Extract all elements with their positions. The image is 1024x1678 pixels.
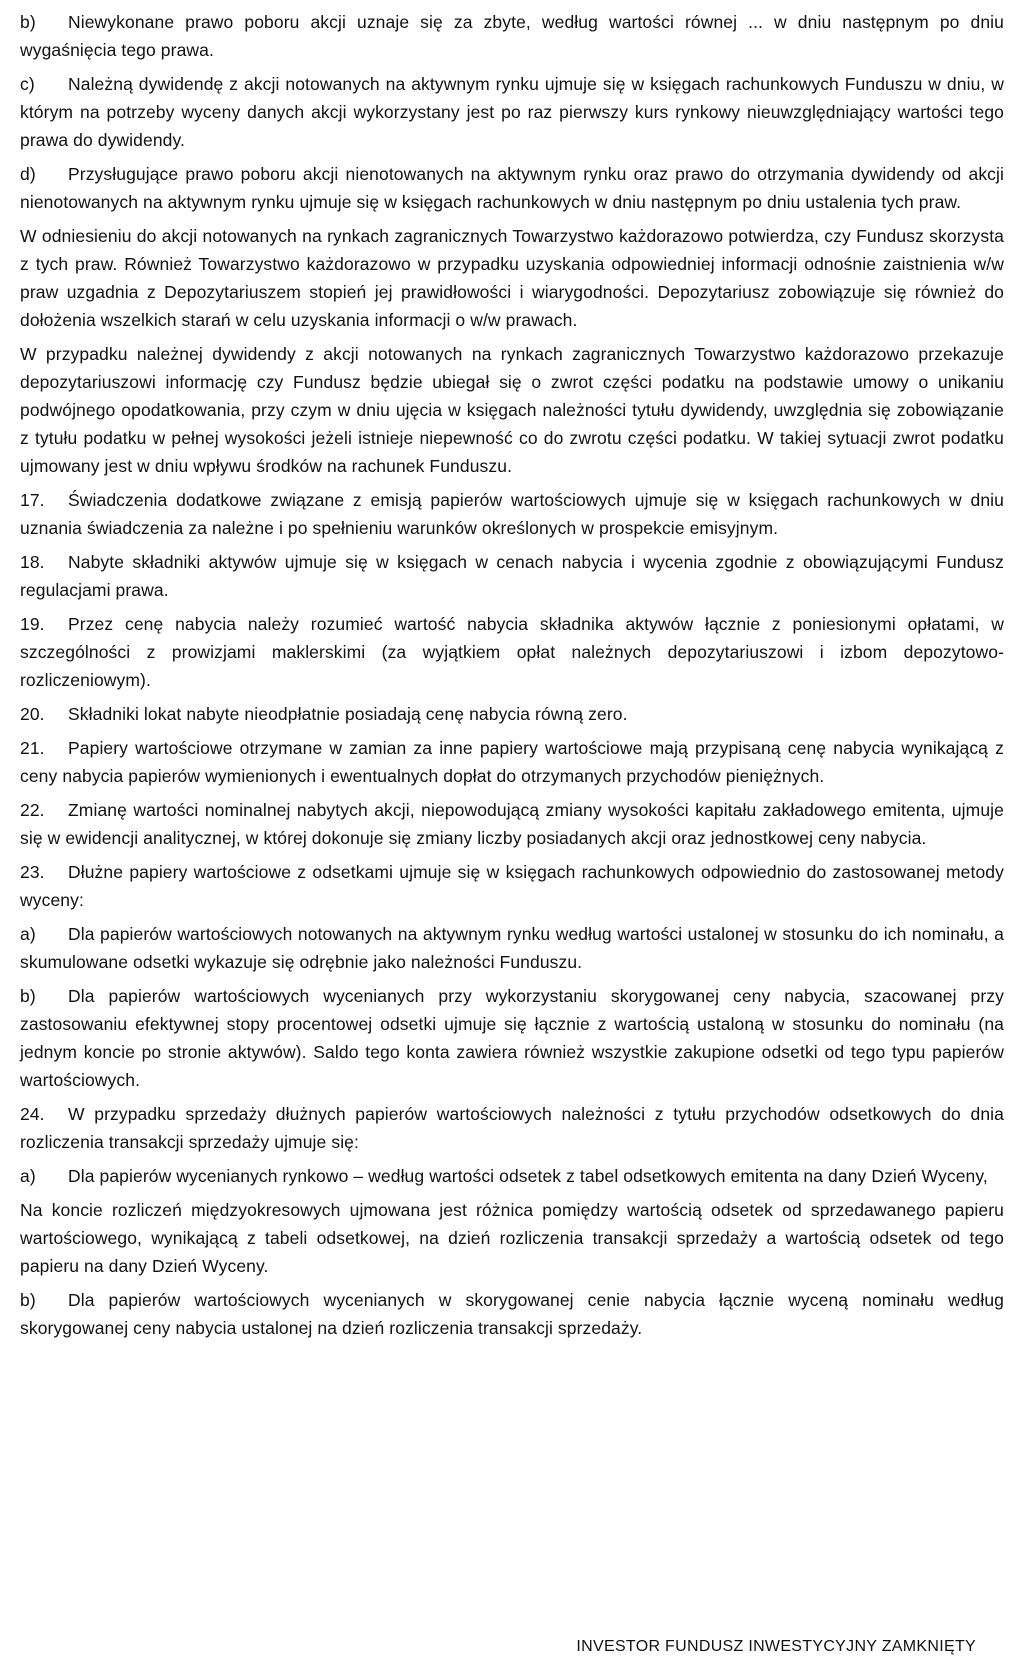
paragraph-text: Nabyte składniki aktywów ujmuje się w księgach w cenach nabycia i wycenia zgodnie z obowiązującymi Fundusz regulacjami prawa. [20, 552, 1004, 600]
paragraph-22 [20, 796, 1004, 852]
paragraph-foreign-dividend [20, 340, 1004, 480]
paragraph-accruals [20, 1196, 1004, 1280]
page-footer: INVESTOR FUNDUSZ INWESTYCYJNY ZAMKNIĘTY [576, 1638, 976, 1655]
paragraph-c-dividend [20, 70, 1004, 154]
paragraph-text: Dla papierów wycenianych rynkowo – według wartości odsetek z tabel odsetkowych emitenta na dany Dzień Wyceny, [68, 1166, 988, 1186]
paragraph-marker: 24. [20, 1104, 45, 1124]
paragraph-marker: 23. [20, 862, 45, 882]
paragraph-18 [20, 548, 1004, 604]
paragraph-text: Zmianę wartości nominalnej nabytych akcji, niepowodującą zmiany wysokości kapitału zakładowego emitenta, ujmuje się w ewidencji analitycznej, w której dokonuje się zmiany liczby posiadanych akcji oraz jednostkowej ceny nabycia. [20, 800, 1004, 848]
paragraph-text: W przypadku sprzedaży dłużnych papierów wartościowych należności z tytułu przychodów odsetkowych do dnia rozliczenia transakcji sprzedaży ujmuje się: [20, 1104, 1004, 1152]
paragraph-text: Na koncie rozliczeń międzyokresowych ujmowana jest różnica pomiędzy wartością odsetek od sprzedawanego papieru wartościowego, wynikającą z tabeli odsetkowej, na dzień rozliczenia transakcji sprzedaży a wartością odsetek od tego papieru na dany Dzień Wyceny. [20, 1200, 1004, 1276]
paragraph-text: Przysługujące prawo poboru akcji nienotowanych na aktywnym rynku oraz prawo do otrzymania dywidendy od akcji nienotowanych na aktywnym rynku ujmuje się w księgach rachunkowych w dniu następnym po dniu ustalenia tych praw. [20, 164, 1004, 212]
paragraph-text: Dla papierów wartościowych wycenianych w skorygowanej cenie nabycia łącznie wyceną nominału według skorygowanej ceny nabycia ustalonej na dzień rozliczenia transakcji sprzedaży. [20, 1290, 1004, 1338]
paragraph-text: Należną dywidendę z akcji notowanych na aktywnym rynku ujmuje się w księgach rachunkowych Funduszu w dniu, w którym na potrzeby wyceny danych akcji wykorzystany jest po raz pierwszy kurs rynkowy nieuwzględniający wartości tego prawa do dywidendy. [20, 74, 1004, 150]
paragraph-marker: 20. [20, 704, 45, 724]
paragraph-24-a [20, 1162, 1004, 1190]
paragraph-24 [20, 1100, 1004, 1156]
paragraph-marker: a) [20, 924, 36, 944]
paragraph-text: Świadczenia dodatkowe związane z emisją papierów wartościowych ujmuje się w księgach rachunkowych w dniu uznania świadczenia za należne i po spełnieniu warunków określonych w prospekcie emisyjnym. [20, 490, 1004, 538]
paragraph-b-rights [20, 8, 1004, 64]
paragraph-24-b [20, 1286, 1004, 1342]
paragraph-23 [20, 858, 1004, 914]
paragraph-21 [20, 734, 1004, 790]
paragraph-23-a [20, 920, 1004, 976]
paragraph-text: Papiery wartościowe otrzymane w zamian za inne papiery wartościowe mają przypisaną cenę nabycia wynikającą z ceny nabycia papierów wymienionych i ewentualnych dopłat do otrzymanych przychodów pieniężnych. [20, 738, 1004, 786]
paragraph-marker: 21. [20, 738, 45, 758]
paragraph-marker: a) [20, 1166, 36, 1186]
paragraph-text: Składniki lokat nabyte nieodpłatnie posiadają cenę nabycia równą zero. [68, 704, 628, 724]
paragraph-text: Dłużne papiery wartościowe z odsetkami ujmuje się w księgach rachunkowych odpowiednio do zastosowanej metody wyceny: [20, 862, 1004, 910]
paragraph-text: Niewykonane prawo poboru akcji uznaje się za zbyte, według wartości równej ... w dniu następnym po dniu wygaśnięcia tego prawa. [20, 12, 1004, 60]
paragraph-text: Dla papierów wartościowych notowanych na aktywnym rynku według wartości ustalonej w stosunku do ich nominału, a skumulowane odsetki wykazuje się odrębnie jako należności Funduszu. [20, 924, 1004, 972]
paragraph-marker: d) [20, 164, 36, 184]
paragraph-marker: c) [20, 74, 35, 94]
paragraph-marker: b) [20, 12, 36, 32]
paragraph-marker: 18. [20, 552, 45, 572]
paragraph-d-unlisted [20, 160, 1004, 216]
paragraph-23-b [20, 982, 1004, 1094]
paragraph-marker: b) [20, 986, 36, 1006]
paragraph-marker: 22. [20, 800, 45, 820]
paragraph-20 [20, 700, 1004, 728]
paragraph-text: W przypadku należnej dywidendy z akcji notowanych na rynkach zagranicznych Towarzystwo każdorazowo przekazuje depozytariuszowi informację czy Fundusz będzie ubiegał się o zwrot części podatku na podstawie umowy o unikaniu podwójnego opodatkowania, przy czym w dniu ujęcia w księgach należności tytułu dywidendy, uwzględnia się zobowiązanie z tytułu podatku w pełnej wysokości jeżeli istnieje niepewność co do zwrotu części podatku. W takiej sytuacji zwrot podatku ujmowany jest w dniu wpływu środków na rachunek Funduszu. [20, 344, 1004, 476]
paragraph-marker: b) [20, 1290, 36, 1310]
paragraph-text: W odniesieniu do akcji notowanych na rynkach zagranicznych Towarzystwo każdorazowo potwierdza, czy Fundusz skorzysta z tych praw. Również Towarzystwo każdorazowo w przypadku uzyskania odpowiedniej informacji odnośnie zaistnienia w/w praw uzgadnia z Depozytariuszem stopień jej prawidłowości i wiarygodności. Depozytariusz zobowiązuje się również do dołożenia wszelkich starań w celu uzyskania informacji o w/w prawach. [20, 226, 1004, 330]
paragraph-marker: 19. [20, 614, 45, 634]
paragraph-text: Przez cenę nabycia należy rozumieć wartość nabycia składnika aktywów łącznie z poniesionymi opłatami, w szczególności z prowizjami maklerskimi (za wyjątkiem opłat należnych depozytariuszowi i izbom depozytowo-rozliczeniowym). [20, 614, 1004, 690]
paragraph-text: Dla papierów wartościowych wycenianych przy wykorzystaniu skorygowanej ceny nabycia, szacowanej przy zastosowaniu efektywnej stopy procentowej odsetki ujmuje się łącznie z wartością ustaloną w stosunku do nominału (na jednym koncie po stronie aktywów). Saldo tego konta zawiera również wszystkie zakupione odsetki od tego typu papierów wartościowych. [20, 986, 1004, 1090]
paragraph-19 [20, 610, 1004, 694]
paragraph-foreign-markets [20, 222, 1004, 334]
paragraph-17 [20, 486, 1004, 542]
paragraph-marker: 17. [20, 490, 45, 510]
